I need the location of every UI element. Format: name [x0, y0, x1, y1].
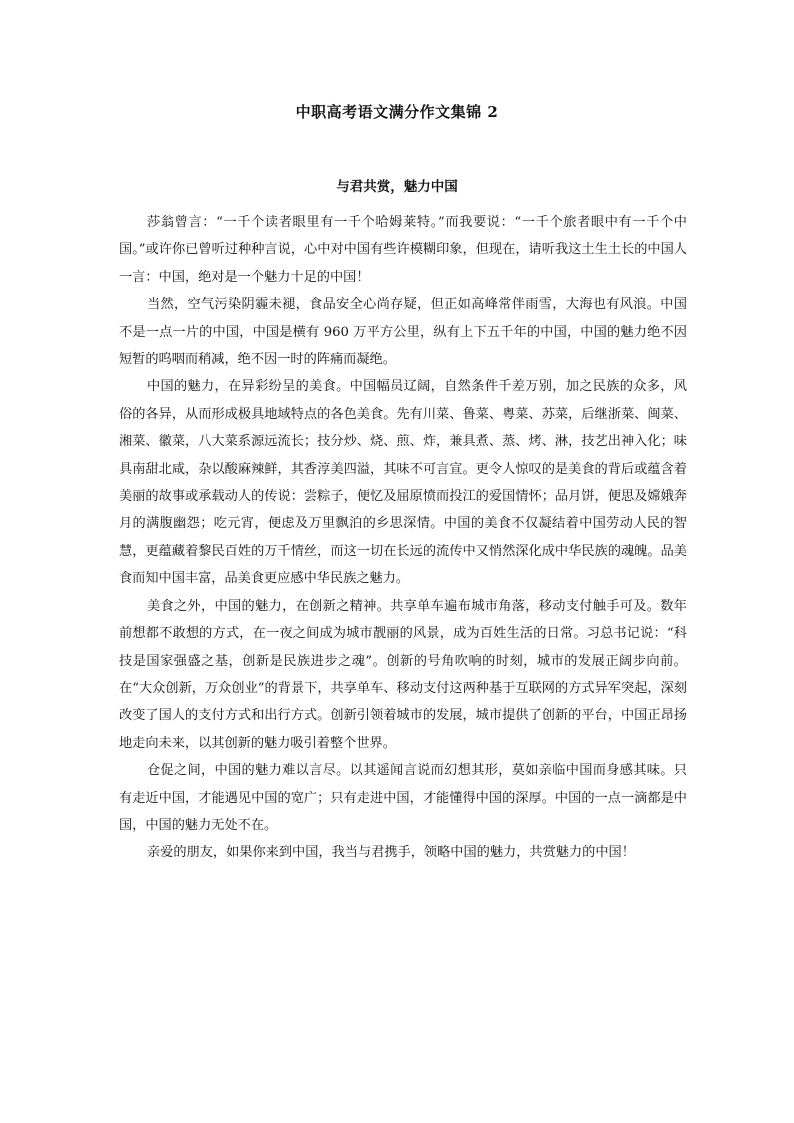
paragraph-5: 仓促之间，中国的魅力难以言尽。以其遥闻言说而幻想其形，莫如亲临中国而身感其味。只有走近中国，才能遇见中国的宽广；只有走进中国，才能懂得中国的深厚。中国的一点一滴都是中国，中国的魅力无处不在。	[119, 763, 687, 833]
document-title: 中职高考语文满分作文集锦 2	[295, 103, 499, 121]
essay-body	[119, 209, 687, 867]
paragraph-6: 亲爱的朋友，如果你来到中国，我当与君携手，领略中国的魅力，共赏魅力的中国！	[147, 845, 635, 861]
essay-title: 与君共赏，魅力中国	[336, 179, 458, 195]
paragraph-3: 中国的魅力，在异彩纷呈的美食。中国幅员辽阔，自然条件千差万别，加之民族的众多，风俗的各异，从而形成极具地域特点的各色美食。先有川菜、鲁菜、粤菜、苏菜，后继浙菜、闽菜、湘菜、徽菜，八大菜系源远流长；技分炒、烧、煎、炸，兼具煮、蒸、烤、淋，技艺出神入化；味具南甜北咸，杂以酸麻辣鲜，其香淳美四溢，其味不可言宣。更令人惊叹的是美食的背后或蕴含着美丽的故事或承载动人的传说：尝粽子，便忆及屈原愤而投江的爱国情怀；品月饼，便思及嫦娥奔月的满腹幽怨；吃元宵，便虑及万里飘泊的乡思深情。中国的美食不仅凝结着中国劳动人民的智慧，更蕴藏着黎民百姓的万千情丝，而这一切在长远的流传中又悄然深化成中华民族的魂魄。品美食而知中国丰富，品美食更应感中华民族之魅力。	[119, 379, 687, 587]
paragraph-1: 莎翁曾言：“一千个读者眼里有一千个哈姆莱特。”而我要说：“一千个旅者眼中有一千个中国。”或许你已曾听过种种言说，心中对中国有些许模糊印象，但现在，请听我这土生土长的中国人一言：中国，绝对是一个魅力十足的中国！	[119, 215, 687, 285]
paragraph-4: 美食之外，中国的魅力，在创新之精神。共享单车遍布城市角落，移动支付触手可及。数年前想都不敢想的方式，在一夜之间成为城市靓丽的风景，成为百姓生活的日常。习总书记说：“科技是国家强盛之基，创新是民族进步之魂”。创新的号角吹响的时刻，城市的发展正阔步向前。在“大众创新，万众创业”的背景下，共享单车、移动支付这两种基于互联网的方式异军突起，深刻改变了国人的支付方式和出行方式。创新引领着城市的发展，城市提供了创新的平台，中国正昂扬地走向未来，以其创新的魅力吸引着整个世界。	[119, 598, 687, 751]
paragraph-2: 当然，空气污染阴霾未褪，食品安全心尚存疑，但正如高峰常伴雨雪，大海也有风浪。中国不是一点一片的中国，中国是横有 960 万平方公里，纵有上下五千年的中国，中国的魅力绝不因短暂的呜咽而稍减，绝不因一时的阵痛而凝绝。	[119, 297, 687, 368]
